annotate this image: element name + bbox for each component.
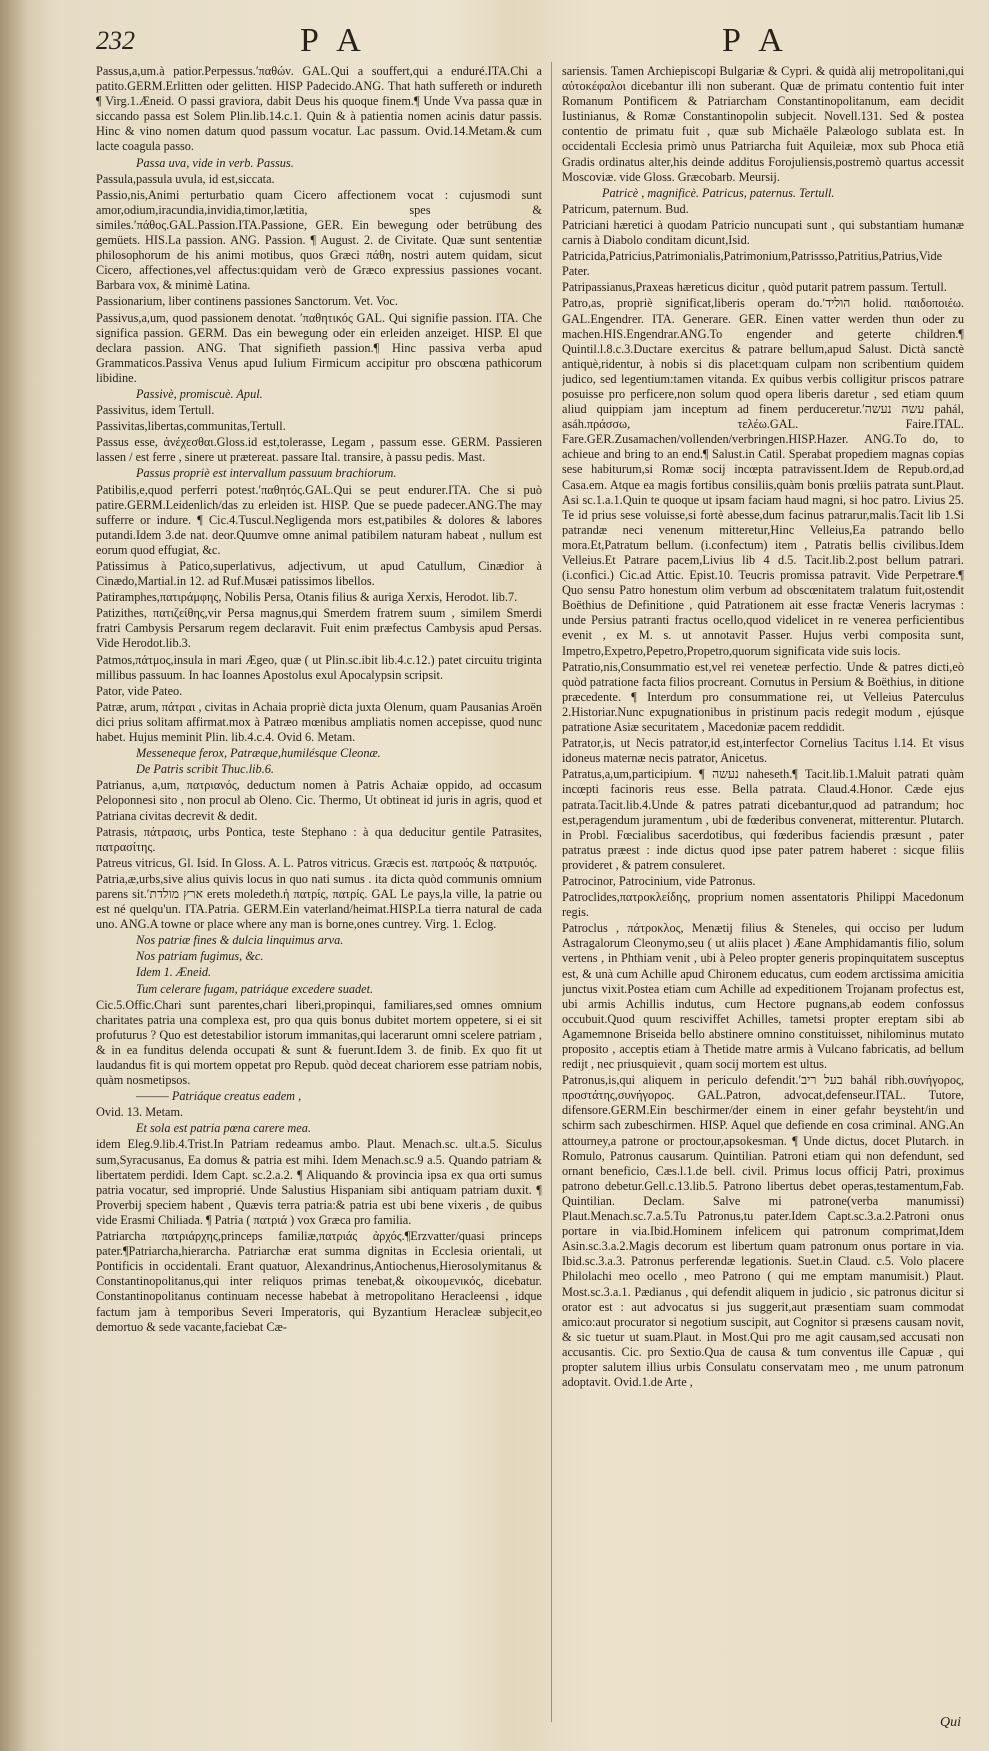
dictionary-entry: Passa uva, vide in verb. Passus.: [136, 155, 294, 170]
dictionary-entry: Patrator,is, ut Necis patrator,id est,interfector Cornelius Tacitus l.14. Et visus idoneus maternæ necis patrator, Anicetus.: [562, 736, 964, 766]
dictionary-entry: Patizithes, πατιζείθης,vir Persa magnus,qui Smerdem fratrem suum , similem Smerdi fratri Cambysis Persarum regem declaravit. Fuit enim præfectus Cambysis apud Persas. Vide Herodot.lib.3.: [96, 606, 542, 651]
dictionary-entry: idem Eleg.9.lib.4.Trist.In Patriam redeamus ambo. Plaut. Menach.sc. ult.a.5. Siculus sum,Syracusanus, Ea domus & patria est mihi. Idem Menach.sc.9 a.5. Quando patriam & libertatem perdidi. Idem Capt. sc.2.a.2. ¶ Aliquando & provincia ipsa ex qua orti sumus patria vocatur, sed improprié. Unde Salustius Hispaniam sibi antiquam patriam duxit. ¶ Proverbij speciem habent , Quævis terra patria:& patria est ubi bene vixeris , de quibus vide Erasmi Chiliada. ¶ Patria ( πατριά ) vox Græca pro familia.: [96, 1137, 542, 1227]
dictionary-entry: ——— Patriáque creatus eadem ,: [136, 1089, 302, 1104]
dictionary-entry: Patro,as, propriè significat,liberis operam do.ʹהוליד holid. παιδοποιέω. GAL.Engendrer. ITA. Generare. GER. Einen vatter werden thun oder zu machen.HIS.Engendrar.ANG.To engender and geterte children.¶ Quintil.l.8.c.3.Ductare exercitus & patrare bellum,apud Salust. Dictà sanctè antiquè,ridentur, à nobis si dis placet:quam culpam non scribentium quidem judico, sed legentium:tamen vitanda. Ex quibus verbis colligitur priscos patrare posuisse pro perficere,non solum quod opera liberis daretur , sed etiam quum aliud quippiam jam inceptum ad finem perduceretur.ʹעשה נעשה pahál, asáh.πράσσω, τελέω.GAL. Faire.ITAL. Fare.GER.Zusamachen/vollenden/verbringen.HISP.Hazer. ANG.To do, to achieue and bring to an end.¶ Salust.in Catil. Sperabat propediem magnas copias sese habiturum,si Romæ socij incœpta patravissent.Idem de Repub.ord,ad Casa.em. Atque ea magis fortibus consiliis,quàm bonis prœliis patrata sunt.Plaut. Asi sc.1.a.1.Quin te quoque ut ipsam faciam haud magni, si hoc patro. Livius 25. Te id prius sese voluisse,si fortè abesse,dum facinus patrarur,malis.Tacit lib 1.Si patrandæ neci venenum mitteretur,Hinc Velleius,Ea patrando bello mora.Et,Patratum bellum. (i.confectum) item , Patratis bellis civilibus.Idem Velleius.Et Patrare pacem,Livius lib 4 d.5. Tacit.lib.2.post bellum patrari.(i.confici.) Cic.ad Attic. Epist.10. Teucris promissa patravit. Vide Perpetrare.¶ Quo sensu Patro honestum olim verbum ad obscœnitatem tralatum fuit,ostendit Boëthius de Definitione , quid Patrationem ait esse fractæ Veneris lacrymas : unde Persius patranti fractus ocello,quod videlicet in re venerea perficientibus evenit , ex M. s. ut annotavit Passer. Hujus verbi composita sunt, Impetro,Expetro,Pepetro,Propetro,quorum significata vide suis locis.: [562, 296, 964, 658]
dictionary-entry: Passionarium, liber continens passiones Sanctorum. Vet. Voc.: [96, 294, 398, 309]
dictionary-entry: Nos patriæ fines & dulcia linquimus arva.: [136, 933, 344, 948]
dictionary-entry: Patricum, paternum. Bud.: [562, 201, 689, 216]
dictionary-entry: sariensis. Tamen Archiepiscopi Bulgariæ & Cypri. & quidà alij metropolitani,qui αὐτοκέφαλοι dicebantur illi non suberant. Quæ de primatu contentio fuit inter Romanum Pontificem & Patriarcham Constantinopolitanum, eam decidit Iustinianus, & Romæ Constantinopolin subjecit. Novell.131. Sed & postea contentio de primatu fuit , quæ sub Michaële Palæologo sublata est. In occidentali Ecclesia primò unus Patriarcha fuit Aquileiæ, mox sub Phoca etiã Gradis ordinatus alter,his deinde additus Forojuliensis,postremò quartus accessit Moscoviæ. vide Gloss. Græcobarb. Meursij.: [562, 64, 964, 184]
dictionary-entry: Nos patriam fugimus, &c.: [136, 949, 264, 964]
dictionary-entry: Idem 1. Æneid.: [136, 965, 212, 980]
dictionary-entry: Passio,nis,Animi perturbatio quam Cicero affectionem vocat : cujusmodi sunt amor,odium,iracundia,invidia,timor,lætitia, spes & similes.ʹπάθος.GAL.Passion.ITA.Passione, GER. Ein bewegung oder betrübung des gemüets. HIS.La passion. ANG. Passion. ¶ August. 2. de Civitate. Quæ sunt sententiæ philosophorum de his animi motibus, quos Græci πάθη, nostri autem quidam, sicut Cicero, affectiones,vel affectus:quidam verò de Græco expressius passiones vocant. Barbara vox, & minimè Latina.: [96, 187, 542, 293]
dictionary-entry: Patibilis,e,quod perferri potest.ʹπαθητός.GAL.Qui se peut endurer.ITA. Che si può patire.GERM.Leidenlich/das zu erleiden ist. HISP. Que se puede padecer.ANG.The may sufferre or indure. ¶ Cic.4.Tuscul.Negligenda mors est,patibiles & dolores & labores putandi.Idem 3.de nat. deor.Quumve omne animal patibilem naturam habeat , nullum est eorum quod effugiat, &c.: [96, 482, 542, 557]
dictionary-entry: Pator, vide Pateo.: [96, 683, 183, 698]
dictionary-entry: Patratio,nis,Consummatio est,vel rei veneteæ perfectio. Unde & patres dicti,eò quòd patratione facta filios procreant. Cornutus in Persium & Boëthius, in ditione præcedente. ¶ Interdum pro consummatione rei, ut Velleius Paterculus 2.Historiar.Nunc expugnationibus in pristinum pacis redegit modum , ejúsque patratione Asiæ securitatem , Macedoniæ pacem reddidit.: [562, 659, 964, 735]
dictionary-entry: Passivè, promiscuè. Apul.: [136, 386, 263, 401]
page-header: [0, 20, 989, 60]
page-number: 232: [96, 26, 135, 55]
dictionary-entry: Patroclides,πατροκλείδης, proprium nomen assentatoris Philippi Macedonum regis.: [562, 890, 964, 920]
dictionary-entry: Patræ, arum, πάτραι , civitas in Achaia propriè dicta juxta Olenum, quam Pausanias Aroën dici prius solitam affirmat.mox à Patræo mœnibus ampliatis nomen accepisse, quod nunc habet. Hujus meminit Plin. lib.4.c.4. Ovid 6. Metam.: [96, 699, 542, 745]
dictionary-entry: De Patris scribit Thuc.lib.6.: [136, 762, 274, 777]
dictionary-entry: Patratus,a,um,participium. ¶ נעשה naheseth.¶ Tacit.lib.1.Maluit patrati quàm incœpti facinoris reus esse. Bella patrata. Claud.4.Honor. Cæde ejus patrata.Tacit.lib.4.Unde & patres patrati dicebantur,quod ad patrandum; hoc est,peragendum juramentum , ubi de fœderibus convenerat, mitterentur. Plutarch. in Probl. Fœcialibus sacerdotibus, qui fœderibus faciendis præsunt , pater patratus præest : inde dictus quod ipse pater patrem haberet : sicque filiis provideret , & patrem consuleret.: [562, 767, 964, 872]
dictionary-entry: Passivitas,libertas,communitas,Tertull.: [96, 419, 286, 434]
column-divider: [551, 62, 552, 1722]
catchword: Qui: [940, 1715, 961, 1730]
dictionary-entry: Patroclus , πάτροκλος, Menætij filius & Steneles, qui occiso per ludum Astragalorum Cleonymo,seu ( ut aliis placet ) Æane Amphidamantis filio, solum vertens , in Phthiam venit , ubi à Peleo propter generis propinquitatem susceptus est, & unà cum Achille apud Chironem educatus, cum eodem arctissima amicitia junctus vixit.Postea etiam cum Achille ad expeditionem Trojanam profectus est, ubi armis Achillis indutus, cum Hectore pugnans,ab eodem confossus occubuit.Quod quum resciviffet Achilles, tametsi propter ereptam sibi ab Agamemnone Briseida bello abstinere omnino constituisset, nihilominus mutato proposito , acceptis etiam à Thetide matre armis à Vulcano fabricatis, ad bellum redijt , nec priusquievit , quam socij mortem est ultus.: [562, 921, 964, 1072]
dictionary-entry: Passus,a,um.à patior.Perpessus.ʹπαθών. GAL.Qui a souffert,qui a enduré.ITA.Chi a patito.GERM.Erlitten oder gelitten. HISP Padecido.ANG. That hath suffereth or indureth ¶ Virg.1.Æneid. O passi graviora, dabit Deus his quoque finem.¶ Unde Vva passa quæ in siccando passa est Solem Plin.lib.14.c.1. Quin & à patientia nomen acinis datur passis. Hinc & vino nomen datum quod passum vocatur. Lac passum. Ovid.14.Metam.& cum lacte coagula passo.: [96, 64, 542, 154]
dictionary-entry: Passula,passula uvula, id est,siccata.: [96, 171, 275, 186]
dictionary-entry: Ovid. 13. Metam.: [96, 1105, 184, 1120]
dictionary-entry: Patmos,πάτμος,insula in mari Ægeo, quæ ( ut Plin.sc.ibit lib.4.c.12.) patet circuitu triginta millibus passuum. In hac Ioannes Apostolus exul Apocalypsin scripsit.: [96, 652, 542, 682]
running-head-right: P A: [722, 22, 789, 59]
dictionary-entry: Passus propriè est intervallum passuum brachiorum.: [136, 466, 397, 481]
dictionary-entry: Patricida,Patricius,Patrimonialis,Patrimonium,Patrissso,Patritius,Patrius,Vide Pater.: [562, 249, 943, 279]
dictionary-entry: Patrocinor, Patrocinium, vide Patronus.: [562, 873, 756, 888]
right-column: [562, 64, 964, 1724]
dictionary-entry: Patrasis, πάτρασις, urbs Pontica, teste Stephano : à qua deducitur gentile Patrasites, πατρασίτης.: [96, 824, 542, 854]
dictionary-entry: Et sola est patria pœna carere mea.: [136, 1121, 311, 1136]
dictionary-entry: Messeneque ferox, Patræque,humilésque Cleonæ.: [136, 746, 381, 761]
dictionary-entry: Passivus,a,um, quod passionem denotat. ʹπαθητικός GAL. Qui signifie passion. ITA. Che significa passion. GERM. Das ein bewegung oder ein erleiden anzeiget. HISP. El que declara passion. ANG. That signifieth passion.¶ Hinc passiva verba apud Grammaticos.Passiva Venus apud Iulium Firmicum accipitur pro obscœna pathicorum libidine.: [96, 310, 542, 385]
dictionary-entry: Patiramphes,πατιράμφης, Nobilis Persa, Otanis filius & auriga Xerxis, Herodot. lib.7.: [96, 590, 518, 605]
dictionary-entry: Tum celerare fugam, patriáque excedere suadet.: [136, 981, 374, 996]
dictionary-entry: Patriarcha πατριάρχης,princeps familiæ,πατριάς ἀρχός.¶Erzvatter/quasi princeps pater.¶Patriarcha,hierarcha. Patriarchæ erat summa dignitas in Ecclesia orientali, ut Pontificis in occidentali. Erant quatuor, Alexandrinus,Antiochenus,Hierosolymitanus & Constantinopolitanus,qui inter reliquos primas tenebat,& οἰκουμενικός, dicebatur. Constantinopolitanus continuam necesse habebat à metropolitano Heracleensi , idque factum jam à temporibus Severi Imperatoris, qui Byzantium Heracleæ subjecit,eo demortuo & sede vacante,faciebat Cæ-: [96, 1229, 542, 1334]
left-column: [96, 64, 542, 1724]
running-head-left: P A: [300, 22, 367, 59]
dictionary-entry: Patricè , magnificè. Patricus, paternus. Tertull.: [602, 185, 835, 200]
dictionary-entry: Passus esse, ἀνέχεσθαι.Gloss.id est,tolerasse, Legam , passum esse. GERM. Passieren lassen / est ferre , sinere ut prætereat. passare Ital. transire, à passu pedis. Mast.: [96, 435, 542, 465]
dictionary-entry: Patria,æ,urbs,sive alius quivis locus in quo nati sumus . ita dicta quòd communis omnium parens sit.ʹארץ מולדת erets moledeth.ἡ πατρίς, πατρίς. GAL Le pays,la ville, la patrie ou est né quelqu'un. ITA.Patria. GERM.Ein vaterland/heimat.HISP.La tierra natural de cada uno. ANG.A towne or place where any man is borne,ones cuntrey. Virg. 1. Eclog.: [96, 871, 542, 932]
dictionary-entry: Patronus,is,qui aliquem in periculo defendit.ʹבעל ריב bahál ribh.συνήγορος, προστάτης,συνήγορος. GAL.Patron, advocat,defenseur.ITAL. Tutore, difensore.GERM.Ein beschirmer/der einem in einer gefahr beysteht/in und schirm sach zubeschirmen. HISP. Aquel que defiende en cosa criminal. ANG.An attourney,a patrone or proctour,apsokesman. ¶ Unde dictus, docet Plutarch. in Romulo, Patronus causarum. Quintilian. Patroni etiam qui non defendunt, sed ornant beneficio, Cæs.l.1.de bell. civil. Primus locus officij Patri, proximus patrono debetur.Gell.c.13.lib.5. Patrono libertus debet operas,testamentum,Fab. Quintilian. Declam. Salve mi patrone(verba manumissi) Plaut.Menach.sc.7.a.5.Tu Patronus,tu pater.Idem Capt.sc.3.a.2.Patroni onus portare in via.Ibid.Hominem infelicem qui patronum comprimat,Idem Asin.sc.3.a.2.Magis decorum est libertum quam patronum onus portare in via. Ibid.sc.3.a.3. Patronus perferendæ legationis. Suet.in Claud. c.5. Volo placere Philolachi meo ocello , meo Patrono ( qui me emptam manumisit.) Plaut. Most.sc.3.a.1. Pædianus , qui defendit aliquem in judicio , sic patronus dicitur si orator est : aut advocatus si jus suggerit,aut præsentiam suam commodat amico:aut procurator si negotium suscipit, aut Cognitor si præsens causam novit, & sic tuetur ut suam.Plaut. in Most.Qui pro me agit causam,sed accusati non accusantis. Cic. pro Sextio.Qua de causa & tum conventus ille Capuæ , qui propter salutem illius urbis Consulatu conservatam meo , me unum patronum adoptavit. Ovid.1.de Arte ,: [562, 1073, 964, 1390]
dictionary-entry: Patripassianus,Praxeas hæreticus dicitur , quòd putarit patrem passum. Tertull.: [562, 280, 947, 295]
dictionary-entry: Patissimus à Patico,superlativus, adjectivum, ut apud Catullum, Cinædior à Cinædo,Martial.in 12. ad Ruf.Musæi patissimos libellos.: [96, 559, 542, 589]
dictionary-entry: Patrianus, a,um, πατριανός, deductum nomen à Patris Achaiæ oppido, ad occasum Peloponnesi sito , non procul ab Oleno. Cic. Thermo, Ut obtineat id juris in agris, quod et Patriana civitas decrevit & dedit.: [96, 778, 542, 823]
dictionary-entry: Passivitus, idem Tertull.: [96, 403, 215, 418]
binding-shadow: [0, 0, 28, 1751]
dictionary-entry: Cic.5.Offic.Chari sunt parentes,chari liberi,propinqui, familiares,sed omnes omnium charitates patria una complexa est, pro qua quis bonus dubitet mortem oppetere, si ei sit profuturus ? Quo est detestabilior istorum immanitas,qui lacerarunt omni scelere patriam , & in ea funditus delenda occupati & sunt & fuerunt.Idem 3. de finib. Ex quo fit ut laudandus fit is qui mortem oppetat pro Repub. quòd deceat chariorem esse patriam nobis, quàm nosmetipsos.: [96, 997, 542, 1088]
dictionary-entry: Patriciani hæretici à quodam Patricio nuncupati sunt , qui substantiam humanæ carnis à Diabolo conditam dicunt,Isid.: [562, 217, 964, 248]
dictionary-entry: Patreus vitricus, Gl. Isid. In Gloss. A. L. Patros vitricus. Græcis est. πατρωός & πατρυιός.: [96, 855, 538, 870]
